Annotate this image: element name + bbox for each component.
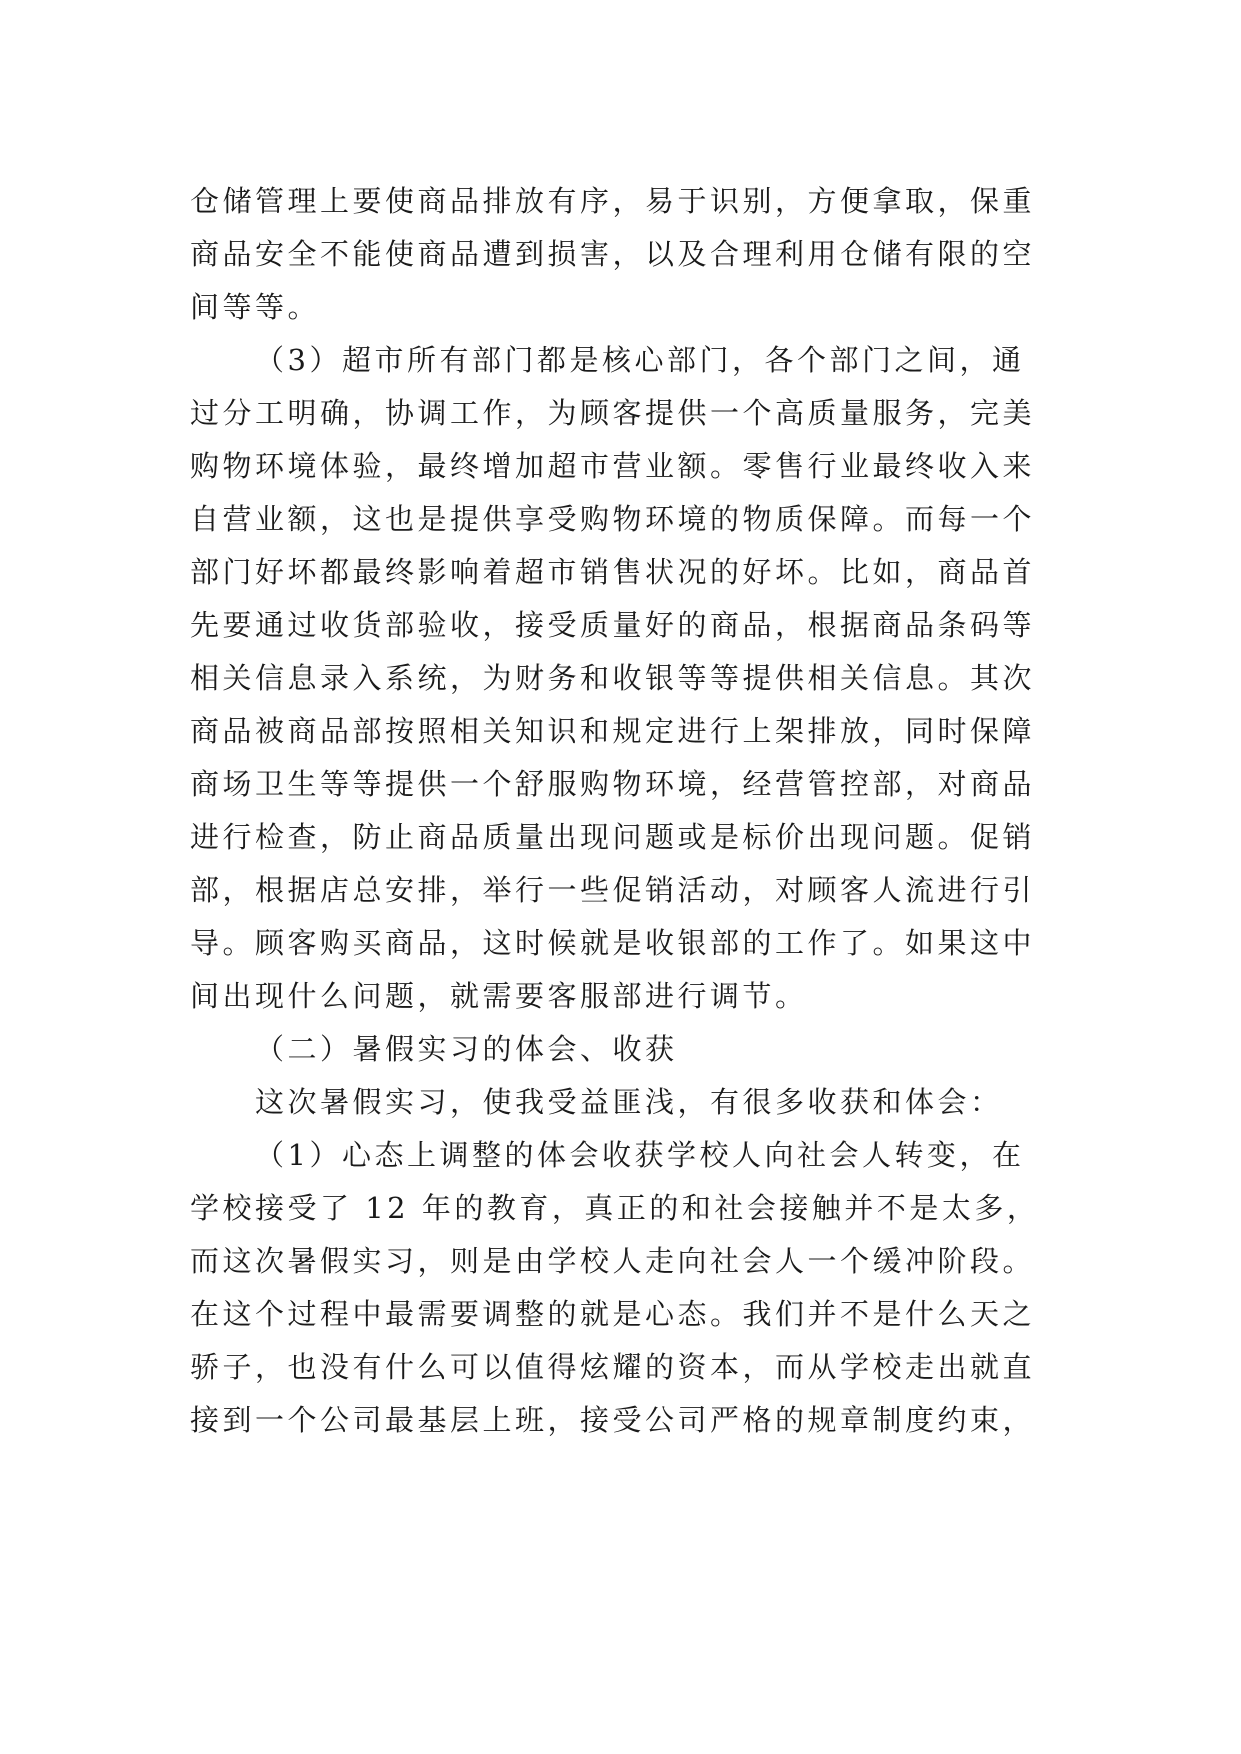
section-heading: （二）暑假实习的体会、收获	[255, 1032, 678, 1066]
paragraph-line: 部门好坏都最终影响着超市销售状况的好坏。比如，商品首	[190, 555, 1036, 589]
paragraph-line: 这次暑假实习，使我受益匪浅，有很多收获和体会：	[255, 1085, 1003, 1119]
paragraph-line: 商品安全不能使商品遭到损害，以及合理利用仓储有限的空	[190, 237, 1036, 271]
paragraph-line: （1）心态上调整的体会收获学校人向社会人转变，在	[255, 1138, 1025, 1172]
paragraph-line: 部，根据店总安排，举行一些促销活动，对顾客人流进行引	[190, 873, 1036, 907]
paragraph-line: 在这个过程中最需要调整的就是心态。我们并不是什么天之	[190, 1297, 1036, 1331]
paragraph-line: 仓储管理上要使商品排放有序，易于识别，方便拿取，保重	[190, 184, 1036, 218]
paragraph-line: 自营业额，这也是提供享受购物环境的物质保障。而每一个	[190, 502, 1036, 536]
paragraph-line: 学校接受了 12 年的教育，真正的和社会接触并不是太多，	[190, 1191, 1040, 1225]
paragraph-line: 而这次暑假实习，则是由学校人走向社会人一个缓冲阶段。	[190, 1244, 1036, 1278]
paragraph-line: 商品被商品部按照相关知识和规定进行上架排放，同时保障	[190, 714, 1036, 748]
paragraph-line: 过分工明确，协调工作，为顾客提供一个高质量服务，完美	[190, 396, 1036, 430]
paragraph-line: 进行检查，防止商品质量出现问题或是标价出现问题。促销	[190, 820, 1036, 854]
paragraph-line: 商场卫生等等提供一个舒服购物环境，经营管控部，对商品	[190, 767, 1036, 801]
paragraph-line: 骄子，也没有什么可以值得炫耀的资本，而从学校走出就直	[190, 1350, 1036, 1384]
paragraph-line: 购物环境体验，最终增加超市营业额。零售行业最终收入来	[190, 449, 1036, 483]
paragraph-line: 接到一个公司最基层上班，接受公司严格的规章制度约束，	[190, 1403, 1036, 1437]
paragraph-line: 相关信息录入系统，为财务和收银等等提供相关信息。其次	[190, 661, 1036, 695]
paragraph-line: 间等等。	[190, 290, 321, 324]
paragraph-line: 先要通过收货部验收，接受质量好的商品，根据商品条码等	[190, 608, 1036, 642]
paragraph-line: 间出现什么问题，就需要客服部进行调节。	[190, 979, 808, 1013]
paragraph-line: 导。顾客购买商品，这时候就是收银部的工作了。如果这中	[190, 926, 1036, 960]
paragraph-line: （3）超市所有部门都是核心部门，各个部门之间，通	[255, 343, 1025, 377]
